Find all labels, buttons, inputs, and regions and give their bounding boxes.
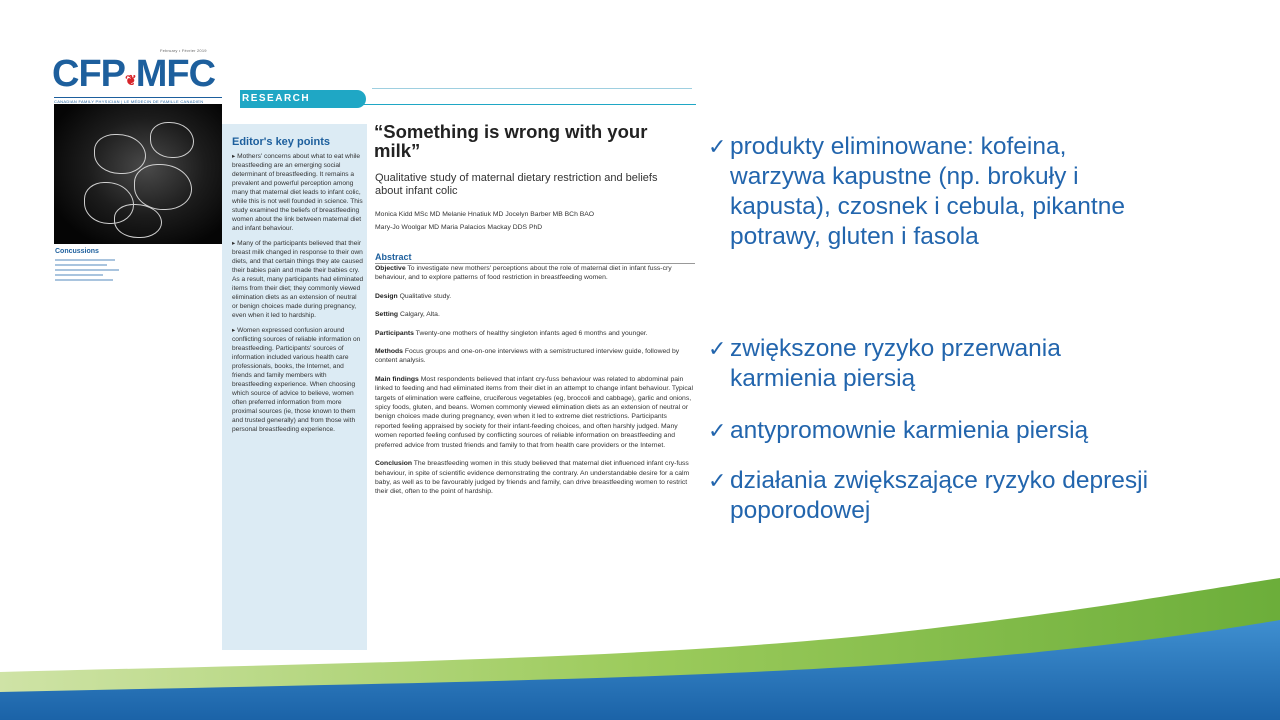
abstract-section: Participants Twenty-one mothers of healthy singleton infants aged 6 months and younger. (375, 329, 648, 337)
article-authors: Monica Kidd MSc MD Melanie Hnatiuk MD Jocelyn Barber MB BCh BAO Mary-Jo Woolgar MD Maria Palacios Mackay DDS PhD (375, 211, 595, 231)
check-icon: ✓ (708, 336, 727, 361)
bullet-item (708, 334, 1061, 394)
cover-caption: Concussions (55, 248, 99, 255)
key-points-text (232, 152, 364, 440)
abstract-body (375, 264, 693, 506)
bullet-text: antypromownie karmienia piersią (730, 417, 1089, 444)
cover-date: February • Février 2019 (160, 48, 207, 53)
logo-right: MFC (135, 53, 216, 95)
check-icon: ✓ (708, 134, 727, 159)
key-points-title: Editor's key points (232, 136, 330, 148)
check-icon: ✓ (708, 418, 727, 443)
article-subtitle: Qualitative study of maternal dietary restriction and beliefs about infant colic (375, 172, 658, 197)
cover-text-lines (55, 259, 221, 284)
key-point: ▸ Many of the participants believed that their breast milk changed in response to their own diets, and that certain things they ate caused their babies pain and made their babies cry. As a result, many participants had eliminated items from their diet; they commonly viewed elimination diets as an extension of neutral or benign choices made during pregnancy, even when it led to hardship. (232, 240, 364, 319)
bullet-text: działania zwiększające ryzyko depresji poporodowej (730, 467, 1149, 524)
logo-left: CFP (52, 53, 125, 95)
abstract-section: Main findings Most respondents believed that infant cry-fuss behaviour was related to abdominal pain linked to feeding and had eliminated items from their diet in an attempt to change infant behaviour. Typical targets of elimination were caffeine, cruciferous vegetables (eg, broccoli and cabbage), garlic and onions, spicy foods, gluten, and beans. Women commonly viewed elimination diets as an extension of neutral or benign choices made during pregnancy, even when it led to extreme diet restrictions. Participants reported feeling appraised by society for their infant-feeding choices, and often harshly judged. Many women reported feeling confused by conflicting sources of reliable information on breastfeeding and preferred advice from trusted friends and family to that from health care providers or the Internet. (375, 375, 694, 449)
abstract-section: Objective To investigate new mothers' perceptions about the role of maternal diet in infant fuss-cry behaviour, and to explore patterns of food restriction in breastfeeding women. (375, 265, 672, 282)
section-label: RESEARCH (240, 90, 366, 108)
bullet-item (708, 466, 1148, 526)
bullet-text: zwiększone ryzyko przerwania karmienia piersią (730, 335, 1061, 392)
footer-swoosh (0, 560, 1280, 720)
abstract-section: Conclusion The breastfeeding women in this study believed that maternal diet influenced infant cry-fuss behaviour, in spite of scientific evidence demonstrating the contrary. An understandable desire for a calm baby, as well as to be favourably judged by friends and family, can drive breastfeeding women to restrict their diet, often to the point of hardship. (375, 460, 690, 496)
abstract-heading: Abstract (375, 252, 412, 262)
bullet-text: produkty eliminowane: kofeina, warzywa kapustne (np. brokuły i kapusta), czosnek i cebula, pikantne potrawy, gluten i fasola (730, 133, 1125, 250)
check-icon: ✓ (708, 468, 727, 493)
abstract-section: Setting Calgary, Alta. (375, 311, 440, 319)
bullet-item (708, 132, 1125, 252)
journal-logo (52, 54, 215, 94)
bullet-item (708, 416, 1088, 446)
journal-cover (52, 46, 224, 301)
article-title: “Something is wrong with your milk” (374, 121, 648, 161)
cover-subtitle: CANADIAN FAMILY PHYSICIAN | LE MÉDECIN DE FAMILLE CANADIEN (54, 97, 222, 104)
maple-leaf-icon: ❦ (125, 72, 136, 88)
abstract-section: Methods Focus groups and one-on-one interviews with a semistructured interview guide, followed by content analysis. (375, 348, 680, 365)
cover-photo (54, 104, 222, 244)
key-point: ▸ Women expressed confusion around conflicting sources of reliable information on breastfeeding. Participants' sources of information included various health care professionals, books, the Internet, and friends and family members with breastfeeding experience. When choosing which source of advice to believe, women often preferred information from more proximal sources (ie, those known to them and trusted generally) and from those with personal breastfeeding experience. (232, 327, 361, 433)
key-point: ▸ Mothers' concerns about what to eat while breastfeeding are an emerging social determinant of breastfeeding. It remains a prevalent and powerful perception among many that maternal diet leads to infant colic, while this is not well founded in science. This study examined the beliefs of breastfeeding women about the link between maternal diet and infant behaviour. (232, 153, 363, 232)
abstract-section: Design Qualitative study. (375, 292, 452, 300)
